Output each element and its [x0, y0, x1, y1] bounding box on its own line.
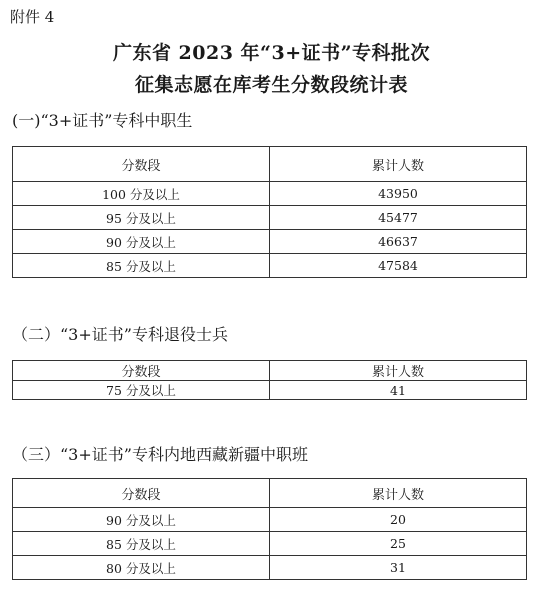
table-header-row — [13, 147, 527, 182]
score-cell: 95 分及以上 — [13, 206, 270, 230]
score-cell: 85 分及以上 — [13, 254, 270, 278]
table-row — [13, 230, 527, 254]
table-row — [13, 556, 527, 580]
section-2-table — [12, 360, 527, 400]
score-cell: 85 分及以上 — [13, 532, 270, 556]
column-header-count: 累计人数 — [270, 147, 527, 182]
score-cell: 90 分及以上 — [13, 508, 270, 532]
score-cell: 75 分及以上 — [13, 381, 270, 400]
column-header-score: 分数段 — [13, 361, 270, 381]
table-header-row — [13, 479, 527, 508]
section-2-heading: （二）“3+证书”专科退役士兵 — [12, 325, 228, 344]
column-header-count: 累计人数 — [270, 361, 527, 381]
score-cell: 90 分及以上 — [13, 230, 270, 254]
count-cell: 45477 — [270, 206, 527, 230]
table-row — [13, 254, 527, 278]
count-cell: 43950 — [270, 182, 527, 206]
table-row — [13, 206, 527, 230]
column-header-count: 累计人数 — [270, 479, 527, 508]
section-1-heading: (一)“3+证书”专科中职生 — [12, 111, 193, 130]
column-header-score: 分数段 — [13, 479, 270, 508]
count-cell: 25 — [270, 532, 527, 556]
table-header-row — [13, 361, 527, 381]
attachment-label: 附件 4 — [10, 8, 55, 26]
section-1-table — [12, 146, 527, 278]
table-row — [13, 381, 527, 400]
table-row — [13, 532, 527, 556]
table-row — [13, 182, 527, 206]
score-cell: 100 分及以上 — [13, 182, 270, 206]
count-cell: 31 — [270, 556, 527, 580]
count-cell: 20 — [270, 508, 527, 532]
score-cell: 80 分及以上 — [13, 556, 270, 580]
count-cell: 47584 — [270, 254, 527, 278]
count-cell: 46637 — [270, 230, 527, 254]
section-3-heading: （三）“3+证书”专科内地西藏新疆中职班 — [12, 445, 308, 464]
count-cell: 41 — [270, 381, 527, 400]
table-row — [13, 508, 527, 532]
document-title-line-1: 广东省 2023 年“3+证书”专科批次 — [112, 42, 431, 64]
column-header-score: 分数段 — [13, 147, 270, 182]
document-title-line-2: 征集志愿在库考生分数段统计表 — [134, 74, 408, 96]
section-3-table — [12, 478, 527, 580]
